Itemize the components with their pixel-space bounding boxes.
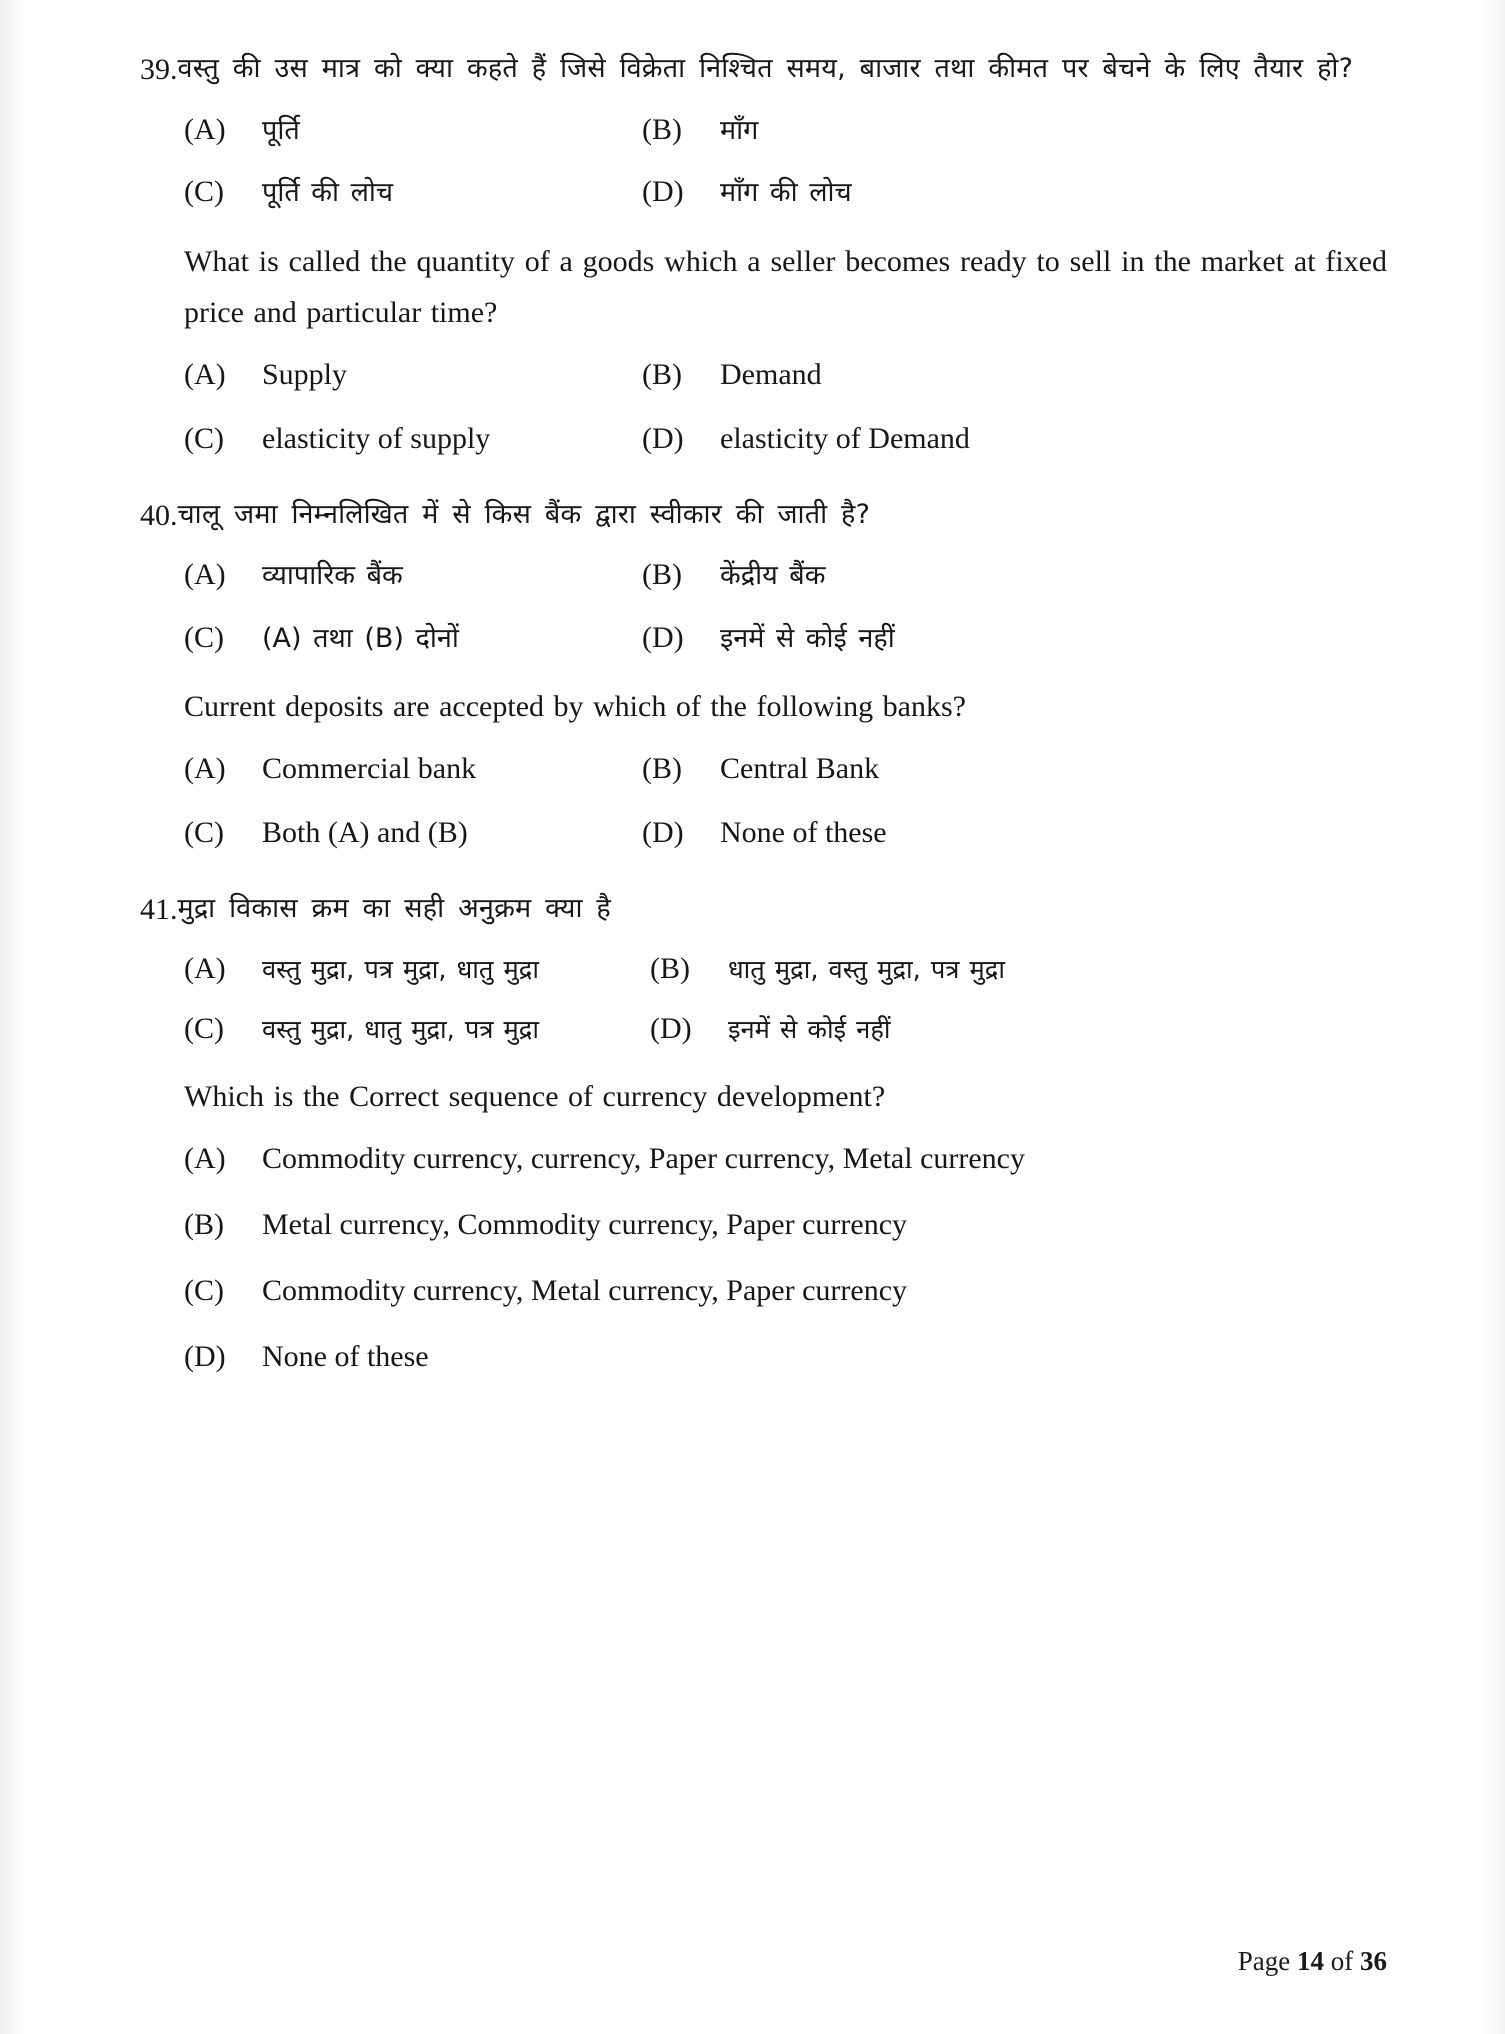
option-b-text: माँग <box>720 114 759 146</box>
option-row <box>184 1011 1387 1049</box>
option-b-text: Demand <box>720 357 822 391</box>
option-d-label: (D) <box>650 1012 692 1046</box>
question-block-40 <box>140 492 1387 855</box>
option-b-label: (B) <box>642 558 682 592</box>
option-a-text: Supply <box>262 357 348 391</box>
option-b-text: Metal currency, Commodity currency, Paper currency <box>262 1208 908 1242</box>
option-c[interactable] <box>184 1011 650 1049</box>
option-d-text: माँग की लोच <box>720 177 852 209</box>
option-a-text: Commodity currency, currency, Paper currency, Metal currency <box>262 1142 1025 1176</box>
option-b[interactable] <box>642 748 1387 790</box>
option-c-text: elasticity of supply <box>262 421 491 455</box>
footer-page-number: 14 <box>1297 1946 1324 1976</box>
question-39-english-options <box>140 354 1387 460</box>
option-b[interactable] <box>642 111 1387 152</box>
option-d-label: (D) <box>642 816 684 850</box>
option-d-label: (D) <box>184 1340 226 1374</box>
option-c[interactable] <box>184 1270 1387 1312</box>
option-b-label: (B) <box>184 1208 224 1242</box>
option-a[interactable] <box>184 748 642 790</box>
option-row <box>184 1204 1387 1246</box>
option-d-text: None of these <box>720 816 887 850</box>
option-d-text: None of these <box>262 1340 429 1374</box>
option-c-text: (A) तथा (B) दोनों <box>262 622 459 654</box>
option-a-text: Commercial bank <box>262 752 477 786</box>
option-c-label: (C) <box>184 816 224 850</box>
option-a-text: वस्तु मुद्रा, पत्र मुद्रा, धातु मुद्रा <box>262 954 539 985</box>
option-a[interactable] <box>184 111 642 152</box>
option-row <box>184 812 1387 854</box>
option-b-label: (B) <box>650 951 690 985</box>
footer-middle: of <box>1324 1946 1360 1976</box>
option-row <box>184 556 1387 597</box>
footer-total-pages: 36 <box>1360 1946 1387 1976</box>
option-c-label: (C) <box>184 620 224 654</box>
option-c-text: Commodity currency, Metal currency, Paper currency <box>262 1274 908 1308</box>
option-a-label: (A) <box>184 112 226 146</box>
option-b-text: Central Bank <box>720 752 880 786</box>
option-d-text: इनमें से कोई नहीं <box>720 622 895 654</box>
option-a-label: (A) <box>184 558 226 592</box>
page-content <box>140 46 1387 1378</box>
option-b-label: (B) <box>642 752 682 786</box>
question-41-english-options <box>140 1138 1387 1378</box>
option-d[interactable] <box>642 619 1387 660</box>
block-spacer <box>140 876 1387 886</box>
question-39-hindi-line <box>140 46 1387 95</box>
option-a[interactable] <box>184 354 642 396</box>
question-block-41 <box>140 886 1387 1378</box>
option-a[interactable] <box>184 951 650 989</box>
question-39-english-text: What is called the quantity of a goods which a seller becomes ready to sell in the market at fixed price and particular time? <box>184 244 1387 329</box>
option-b-text: धातु मुद्रा, वस्तु मुद्रा, पत्र मुद्रा <box>728 954 1005 985</box>
option-d[interactable] <box>184 1336 1387 1378</box>
question-41-english-text: Which is the Correct sequence of currency development? <box>184 1080 886 1114</box>
option-d-label: (D) <box>642 175 684 209</box>
option-a-label: (A) <box>184 1142 226 1176</box>
option-c[interactable] <box>184 418 642 460</box>
option-b[interactable] <box>650 951 1387 989</box>
option-row <box>184 1270 1387 1312</box>
option-a-label: (A) <box>184 951 226 985</box>
footer-prefix: Page <box>1237 1946 1297 1976</box>
question-39-number: 39. <box>140 53 178 86</box>
option-row <box>184 173 1387 214</box>
option-c-label: (C) <box>184 175 224 209</box>
page-footer <box>1211 1915 1387 2008</box>
option-c-label: (C) <box>184 421 224 455</box>
option-c-text: पूर्ति की लोच <box>262 177 394 209</box>
option-b[interactable] <box>642 354 1387 396</box>
question-40-hindi-options <box>140 556 1387 659</box>
question-40-hindi-line <box>140 492 1387 541</box>
option-d[interactable] <box>642 173 1387 214</box>
option-b[interactable] <box>184 1204 1387 1246</box>
question-41-hindi-options <box>140 951 1387 1050</box>
question-41-hindi-text: मुद्रा विकास क्रम का सही अनुक्रम क्या है <box>177 893 611 925</box>
option-row <box>184 1138 1387 1180</box>
option-a[interactable] <box>184 1138 1387 1180</box>
option-d-label: (D) <box>642 421 684 455</box>
option-row <box>184 111 1387 152</box>
option-c[interactable] <box>184 619 642 660</box>
option-a-label: (A) <box>184 752 226 786</box>
option-c[interactable] <box>184 173 642 214</box>
option-d-text: इनमें से कोई नहीं <box>728 1015 891 1046</box>
question-40-english-text: Current deposits are accepted by which of the following banks? <box>184 690 966 724</box>
question-40-english-options <box>140 748 1387 854</box>
question-41-hindi-line <box>140 886 1387 935</box>
block-spacer <box>140 482 1387 492</box>
option-a-text: पूर्ति <box>262 114 300 146</box>
option-row <box>184 951 1387 989</box>
option-c[interactable] <box>184 812 642 854</box>
question-block-39 <box>140 46 1387 460</box>
option-a-text: व्यापारिक बैंक <box>262 560 403 592</box>
question-39-hindi-text: वस्तु की उस मात्र को क्या कहते हैं जिसे विक्रेता निश्चित समय, बाजार तथा कीमत पर बेचने के लिए तैयार हो? <box>177 53 1354 84</box>
option-d[interactable] <box>642 418 1387 460</box>
option-row <box>184 748 1387 790</box>
option-a[interactable] <box>184 556 642 597</box>
question-41-number: 41. <box>140 893 178 927</box>
option-a-label: (A) <box>184 357 226 391</box>
option-row <box>184 354 1387 396</box>
option-row <box>184 418 1387 460</box>
option-d[interactable] <box>650 1011 1387 1049</box>
option-row <box>184 1336 1387 1378</box>
option-d[interactable] <box>642 812 1387 854</box>
option-c-label: (C) <box>184 1012 224 1046</box>
option-b-label: (B) <box>642 357 682 391</box>
option-c-label: (C) <box>184 1274 224 1308</box>
option-b[interactable] <box>642 556 1387 597</box>
option-b-text: केंद्रीय बैंक <box>720 560 826 592</box>
option-d-label: (D) <box>642 620 684 654</box>
option-d-text: elasticity of Demand <box>720 421 970 455</box>
question-40-hindi-text: चालू जमा निम्नलिखित में से किस बैंक द्वारा स्वीकार की जाती है? <box>177 498 871 530</box>
question-40-number: 40. <box>140 498 178 532</box>
option-b-label: (B) <box>642 112 682 146</box>
option-c-text: Both (A) and (B) <box>262 816 468 850</box>
question-39-hindi-options <box>140 111 1387 214</box>
option-c-text: वस्तु मुद्रा, धातु मुद्रा, पत्र मुद्रा <box>262 1015 539 1046</box>
option-row <box>184 619 1387 660</box>
